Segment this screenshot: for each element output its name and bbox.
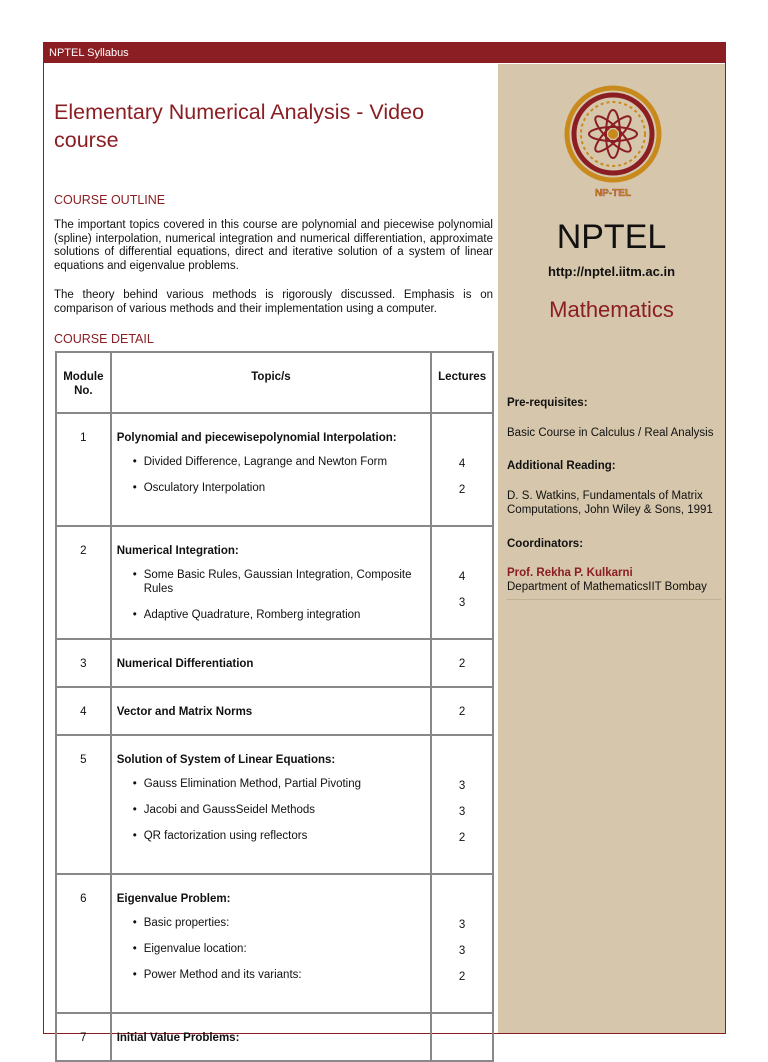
coordinator-name: Prof. Rekha P. Kulkarni bbox=[507, 567, 633, 580]
bullet-icon: • bbox=[132, 778, 137, 790]
module-title: Numerical Integration: bbox=[116, 545, 239, 557]
topic-item: • Basic properties: bbox=[132, 917, 230, 929]
lecture-count: 3 bbox=[458, 945, 466, 957]
nptel-emblem-icon bbox=[558, 84, 668, 204]
module-number: 1 bbox=[56, 413, 111, 526]
lecture-count: 3 bbox=[458, 780, 466, 792]
topic-item: • Gauss Elimination Method, Partial Pivoting bbox=[132, 778, 362, 790]
module-number: 6 bbox=[56, 874, 111, 1013]
module-topic bbox=[111, 1013, 432, 1061]
bullet-icon: • bbox=[132, 456, 137, 468]
reading-text: D. S. Watkins, Fundamentals of Matrix Computations, John Wiley & Sons, 1991 bbox=[507, 490, 713, 516]
prereq-heading: Pre-requisites: bbox=[507, 397, 588, 409]
table-row bbox=[56, 735, 493, 874]
module-title: Solution of System of Linear Equations: bbox=[116, 754, 336, 766]
module-topic bbox=[111, 639, 432, 687]
table-row bbox=[56, 1013, 493, 1061]
bullet-icon: • bbox=[132, 943, 137, 955]
module-topic bbox=[111, 735, 432, 874]
divider bbox=[507, 599, 721, 600]
course-outline-heading: COURSE OUTLINE bbox=[54, 193, 166, 207]
main-content bbox=[44, 64, 497, 1044]
module-title: Eigenvalue Problem: bbox=[116, 893, 231, 905]
module-lectures bbox=[431, 735, 493, 874]
lecture-count: 4 bbox=[458, 458, 466, 470]
lecture-count: 4 bbox=[458, 571, 466, 583]
bullet-icon: • bbox=[132, 804, 137, 816]
lecture-count: 3 bbox=[458, 919, 466, 931]
module-topic bbox=[111, 687, 432, 735]
module-lectures bbox=[431, 413, 493, 526]
module-number: 4 bbox=[56, 687, 111, 735]
header-module: Module No. bbox=[56, 352, 111, 413]
lecture-count: 2 bbox=[431, 687, 493, 735]
nptel-logo bbox=[558, 84, 668, 204]
table-row bbox=[56, 526, 493, 639]
topic-item: • QR factorization using reflectors bbox=[132, 830, 308, 842]
lecture-count: 2 bbox=[458, 832, 466, 844]
reading-heading: Additional Reading: bbox=[507, 460, 616, 473]
module-title: Vector and Matrix Norms bbox=[116, 706, 253, 718]
topic-item: • Adaptive Quadrature, Romberg integration bbox=[132, 609, 361, 621]
syllabus-frame bbox=[43, 42, 726, 1044]
bullet-icon: • bbox=[132, 482, 137, 494]
bullet-icon: • bbox=[132, 569, 137, 581]
header-lectures: Lectures bbox=[431, 352, 493, 413]
module-lectures bbox=[431, 874, 493, 1013]
topic-item: • Power Method and its variants: bbox=[132, 969, 302, 981]
lecture-count: 2 bbox=[431, 639, 493, 687]
site-url[interactable]: http://nptel.iitm.ac.in bbox=[547, 264, 676, 279]
coordinator-department: Department of MathematicsIIT Bombay bbox=[507, 580, 707, 593]
top-bar: NPTEL Syllabus bbox=[44, 43, 725, 63]
module-number: 7 bbox=[56, 1013, 111, 1061]
course-detail-table bbox=[55, 351, 494, 1062]
module-title: Numerical Differentiation bbox=[116, 658, 254, 670]
module-title: Polynomial and piecewisepolynomial Interpolation: bbox=[116, 432, 397, 444]
lecture-count: 2 bbox=[458, 971, 466, 983]
subject-name: Mathematics bbox=[549, 297, 674, 322]
module-topic bbox=[111, 413, 432, 526]
header-topic: Topic/s bbox=[111, 352, 432, 413]
module-lectures bbox=[431, 1013, 493, 1061]
module-title: Initial Value Problems: bbox=[116, 1032, 240, 1044]
topic-item: • Divided Difference, Lagrange and Newton Form bbox=[132, 456, 388, 468]
lecture-count: 3 bbox=[458, 597, 466, 609]
lecture-count: 2 bbox=[458, 484, 466, 496]
topic-item: • Some Basic Rules, Gaussian Integration, Composite Rules bbox=[132, 569, 412, 595]
table-header-row bbox=[56, 352, 493, 413]
topic-item: • Osculatory Interpolation bbox=[132, 482, 266, 494]
prereq-text: Basic Course in Calculus / Real Analysis bbox=[507, 426, 714, 439]
table-row bbox=[56, 874, 493, 1013]
logo-text: NP-TEL bbox=[594, 188, 632, 199]
module-lectures bbox=[431, 526, 493, 639]
course-detail-heading: COURSE DETAIL bbox=[54, 332, 154, 346]
bullet-icon: • bbox=[132, 609, 137, 621]
bullet-icon: • bbox=[132, 969, 137, 981]
sidebar bbox=[498, 64, 725, 1033]
module-topic bbox=[111, 874, 432, 1013]
module-number: 5 bbox=[56, 735, 111, 874]
outline-paragraph-2: The theory behind various methods is rigorously discussed. Emphasis is on comparison of various methods and their implementation using a computer. bbox=[54, 289, 493, 315]
module-topic bbox=[111, 526, 432, 639]
bullet-icon: • bbox=[132, 830, 137, 842]
table-row bbox=[56, 687, 493, 735]
course-title: Elementary Numerical Analysis - Video course bbox=[54, 100, 425, 152]
outline-paragraph-1: The important topics covered in this course are polynomial and piecewise polynomial (spline) interpolation, numerical integration and numerical differentiation, approximate solutions of differential equations, direct and iterative solution of a system of linear equations and eigenvalue problems. bbox=[54, 219, 493, 273]
table-row bbox=[56, 639, 493, 687]
bullet-icon: • bbox=[132, 917, 137, 929]
module-number: 2 bbox=[56, 526, 111, 639]
brand-name: NPTEL bbox=[556, 218, 667, 256]
coordinators-heading: Coordinators: bbox=[507, 537, 584, 550]
topic-item: • Jacobi and GaussSeidel Methods bbox=[132, 804, 316, 816]
topic-item: • Eigenvalue location: bbox=[132, 943, 247, 955]
course-info bbox=[507, 397, 721, 600]
lecture-count: 3 bbox=[458, 806, 466, 818]
module-number: 3 bbox=[56, 639, 111, 687]
table-row bbox=[56, 413, 493, 526]
